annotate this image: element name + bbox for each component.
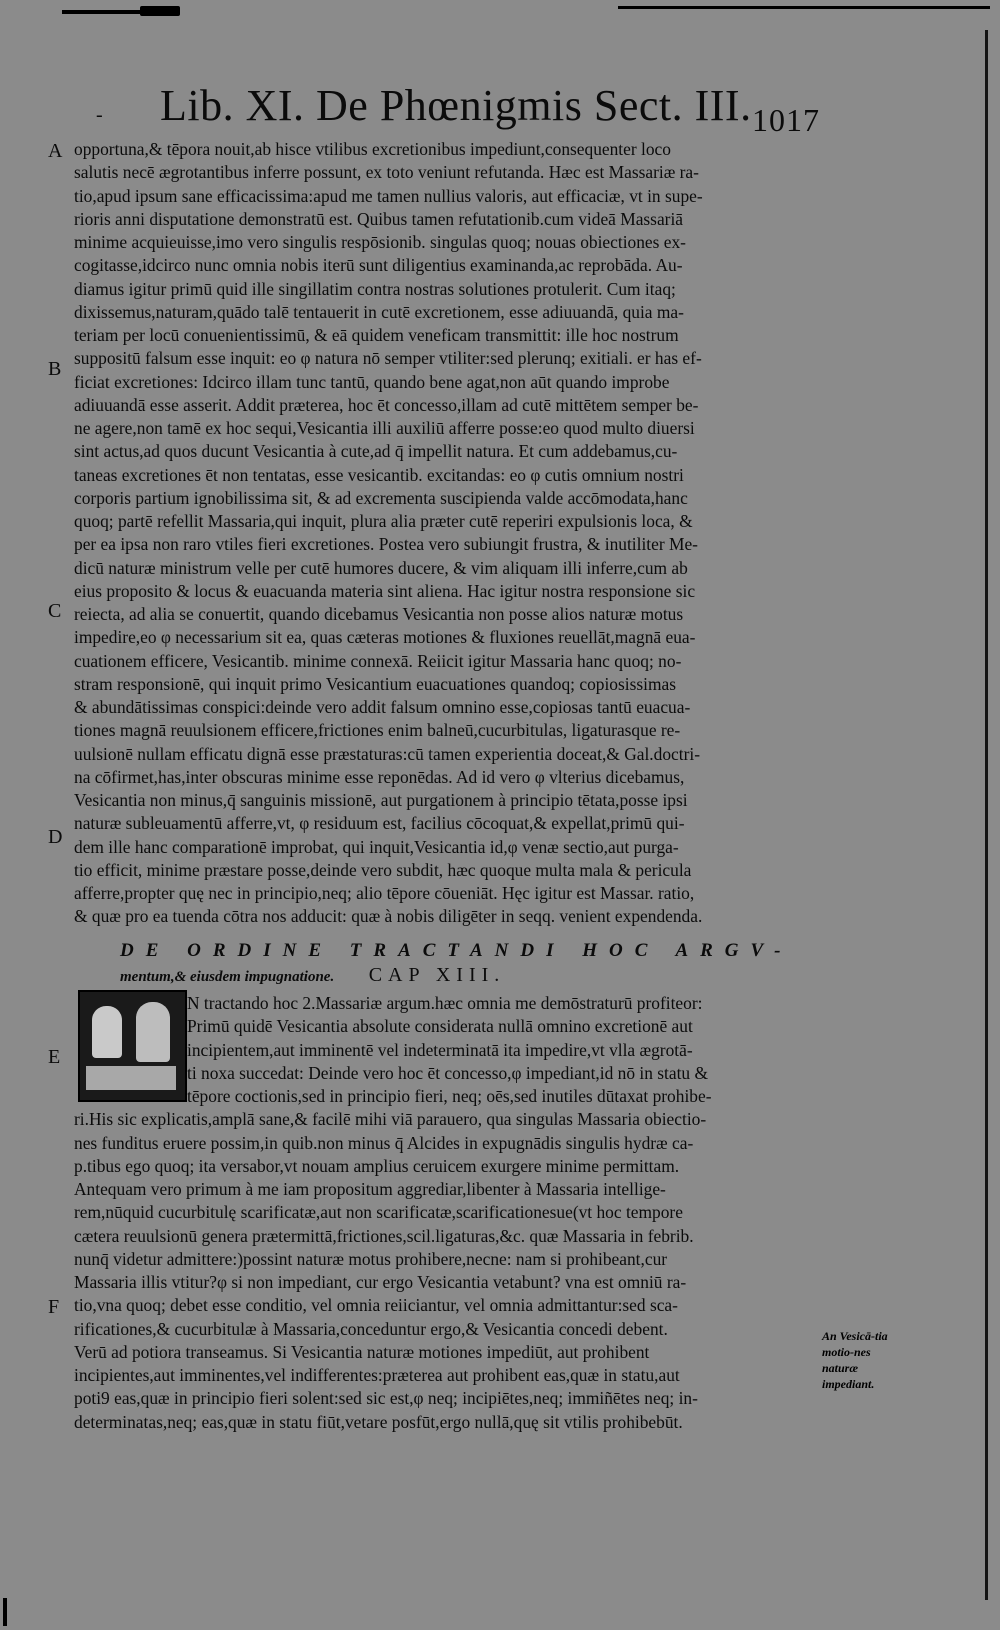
text-line: rioris anni disputatione demonstratū est. Quibus tamen refutationib.cum videā Massariā bbox=[74, 208, 684, 229]
text-line: na cōfirmet,has,inter obscuras minime esse reponēdas. Ad id vero φ vlterius dicebamus, bbox=[74, 766, 685, 787]
text-line: nunq̄ videtur admittere:)possint naturæ motus prohibere,necne: nam si prohibeant,cur bbox=[74, 1248, 668, 1269]
chapter-text bbox=[74, 992, 818, 1434]
text-line: naturæ subleuamentū afferre,vt, φ residuum est, facilius cōcoquat,& expellat,primū qui- bbox=[74, 813, 685, 834]
text-line: dixissemus,naturam,quādo talē tentauerit in cutē excretionem, esse adiuuandā, quia ma- bbox=[74, 301, 684, 322]
page-edge bbox=[985, 30, 988, 1600]
margin-letter-e: E bbox=[48, 1046, 61, 1068]
text-line: salutis necē ægrotantibus inferre possunt, ex toto veniunt refutanda. Hæc est Massariæ ra- bbox=[74, 162, 699, 183]
text-line: ne agere,non tamē ex hoc sequi,Vesicantia illi auxiliū afferre posse:eo quod multo diuersi bbox=[74, 418, 695, 438]
text-line: eius proposito & locus & euacuanda materia sint aliena. Hac igitur nostra responsione sic bbox=[74, 580, 696, 601]
text-line: taneas excretiones ēt non tentatas, esse vesicantib. excitandas: eo φ cutis omnium nostri bbox=[74, 464, 684, 485]
text-line: Massaria illis vtitur?φ si non impediant, cur ergo Vesicantia vetabunt? vna est omniū ra- bbox=[74, 1272, 687, 1292]
text-line: Verū ad potiora transeamus. Si Vesicantia naturæ motiones impediūt, aut prohibent bbox=[74, 1341, 650, 1362]
text-line: & quæ pro ea tuenda cōtra nos adducit: quæ à nobis diligēter in seqq. venient expendenda. bbox=[74, 906, 703, 927]
text-line: Vesicantia non minus,q̄ sanguinis missionē, aut purgationem à principio tētata,posse ipsi bbox=[74, 790, 688, 810]
text-line: reiecta, ad alia se conuertit, quando dicebamus Vesicantia non posse alios naturæ motus bbox=[74, 604, 684, 624]
top-rule bbox=[618, 6, 990, 9]
text-line: rificationes,& cucurbitulæ à Massaria,conceduntur ergo,& Vesicantia concedi debent. bbox=[74, 1318, 668, 1339]
text-line: Antequam vero primum à me iam propositum aggrediar,libenter à Massaria intellige- bbox=[74, 1179, 666, 1199]
text-line: ri.His sic explicatis,amplā sane,& facilē mihi viā parauero, qua singulas Massaria obiectio- bbox=[74, 1109, 707, 1130]
text-line: teriam per locū conuenientissimū, & eā quidem veneficam transmittit: ille hoc nostrum bbox=[74, 325, 679, 345]
page-number: 1017 bbox=[752, 102, 820, 138]
text-line: ti noxa succedat: Deinde vero hoc ēt concesso,φ impediant,id nō in statu & bbox=[187, 1062, 708, 1083]
text-line: ficiat excretiones: Idcirco illam tunc tantū, quando bene agat,non aūt quando improbe bbox=[74, 371, 670, 392]
section-heading: DE ORDINE TRACTANDI HOC ARGV- bbox=[120, 940, 793, 961]
text-line: diamus igitur primū quid ille singillatim contra nostras solutiones protulerit. Cum itaq; bbox=[74, 278, 676, 299]
text-line: nes funditus eruere possim,in quib.non minus q̄ Alcides in expugnādis singulis hydræ ca- bbox=[74, 1132, 694, 1153]
running-head bbox=[96, 80, 996, 140]
text-line: N tractando hoc 2.Massariæ argum.hæc omnia me demōstraturū profiteor: bbox=[187, 993, 703, 1013]
text-line: cogitasse,idcirco nunc omnia nobis iterū sunt diligentius examinanda,ac reprobāda. Au- bbox=[74, 255, 683, 276]
running-title: Lib. XI. De Phœnigmis Sect. III. bbox=[160, 81, 752, 130]
text-line: impedire,eo φ necessarium sit ea, quas cæteras motiones & fluxiones reuellāt,magnā eua- bbox=[74, 627, 696, 648]
margin-letter-b: B bbox=[48, 358, 62, 380]
section-heading-continuation: mentum,& eiusdem impugnatione. bbox=[120, 969, 335, 985]
margin-letter-c: C bbox=[48, 600, 62, 622]
text-line: afferre,propter quę nec in principio,neq; alio tēpore cōueniāt. Hęc igitur est Massar. ratio, bbox=[74, 883, 695, 903]
text-line: incipientem,aut imminentē vel indeterminatā ita impedire,vt vlla ægrotā- bbox=[187, 1039, 693, 1060]
page-edge-mark bbox=[3, 1598, 7, 1626]
text-line: suppositū falsum esse inquit: eo φ natura nō semper vtiliter:sed plerunq; exitiali. er has ef- bbox=[74, 348, 702, 369]
text-line: dicū naturæ ministrum velle per cutē humores ducere, & vim aliquam illi inferre,cum ab bbox=[74, 557, 688, 578]
text-line: rem,nūquid cucurbitulę scarificatæ,aut non scarificatæ,scarificationesue(vt hoc tempore bbox=[74, 1202, 683, 1223]
section-subheading bbox=[120, 964, 820, 987]
text-line: tio,vna quoq; debet esse conditio, vel omnia reiiciantur, vel omnia admittantur:sed sca- bbox=[74, 1295, 678, 1316]
text-line: per ea ipsa non raro vtiles fieri excretiones. Postea vero subiungit frustra, & inutiliter Me- bbox=[74, 534, 698, 555]
text-line: determinatas,neq; eas,quæ in statu fiūt,vetare posfūt,ergo nullā,quę sit vtilis prohibebūt. bbox=[74, 1411, 683, 1432]
text-line: cuationem efficere, Vesicantib. minime connexā. Reiicit igitur Massaria hanc quoq; no- bbox=[74, 650, 682, 671]
top-ornament bbox=[140, 6, 180, 16]
text-line: quoq; partē refellit Massaria,qui inquit, plura alia præter cutē reperiri expulsionis loca, & bbox=[74, 511, 693, 531]
text-line: tēpore coctionis,sed in principio fieri, neq; oēs,sed inutiles dūtaxat prohibe- bbox=[187, 1086, 712, 1106]
text-line: cætera reuulsionū genera prætermittā,frictiones,scil.ligaturas,&c. quæ Massaria in febrib. bbox=[74, 1225, 694, 1246]
text-line: tiones magnā reuulsionem efficere,frictiones enim balneū,cucurbitulas, ligaturasque re- bbox=[74, 720, 681, 741]
margin-letter-f: F bbox=[48, 1296, 60, 1318]
text-line: & abundātissimas conspici:deinde vero addit falsum omnino esse,copiosas tantū euacua- bbox=[74, 697, 691, 717]
head-dash: - bbox=[96, 104, 103, 126]
text-line: uulsionē nullam efficatu dignā esse præstaturas:cū tamen experientia doceat,& Gal.doctri- bbox=[74, 743, 701, 764]
text-line: stram responsionē, qui inquit primo Vesicantium euacuationes quandoq; copiosissimas bbox=[74, 673, 676, 694]
chapter-number: CAP XIII. bbox=[368, 964, 506, 986]
text-line: tio efficit, minime præstare posse,deinde vero subdit, hæc quoque multa mala & pericula bbox=[74, 859, 692, 880]
text-line: p.tibus ego quoq; ita versabor,vt nouam amplius ceruicem exurgere minime permittam. bbox=[74, 1155, 680, 1176]
text-line: incipientes,aut imminentes,vel indifferentes:præterea aut prohibent eas,quæ in statu,aut bbox=[74, 1365, 680, 1385]
text-line: corporis partium ignobilissima sit, & ad excrementa suscipienda valde accōmodata,hanc bbox=[74, 487, 688, 508]
text-line: adiuuandā esse asserit. Addit præterea, hoc ēt concesso,illam ad cutē mittētem semper be- bbox=[74, 394, 699, 415]
margin-letter-d: D bbox=[48, 826, 63, 848]
margin-letter-a: A bbox=[48, 140, 63, 162]
text-line: Primū quidē Vesicantia absolute considerata nullā omnino excretionē aut bbox=[187, 1016, 693, 1037]
text-line: minime acquieuisse,imo vero singulis respōsionib. singulas quoq; nouas obiectiones ex- bbox=[74, 232, 686, 252]
text-line: dem ille hanc comparationē improbat, qui inquit,Vesicantia id,φ venæ sectio,aut purga- bbox=[74, 836, 679, 857]
text-line: tio,apud ipsum sane efficacissima:apud me tamen nullius valoris, aut efficaciæ, vt in supe- bbox=[74, 185, 703, 206]
text-line: poti9 eas,quæ in principio fieri solent:sed sic est,φ neq; incipiētes,neq; immiñētes neq; in- bbox=[74, 1388, 698, 1409]
text-line: opportuna,& tēpora nouit,ab hisce vtilibus excretionibus impediunt,consequenter loco bbox=[74, 139, 671, 159]
marginal-note: An Vesicā-tia motio-nes naturæ impediant. bbox=[822, 1329, 888, 1391]
text-line: sint actus,ad quos ducunt Vesicantia à cute,ad q̄ impellit natura. Et cum addebamus,cu- bbox=[74, 441, 678, 462]
body-text bbox=[74, 138, 818, 929]
